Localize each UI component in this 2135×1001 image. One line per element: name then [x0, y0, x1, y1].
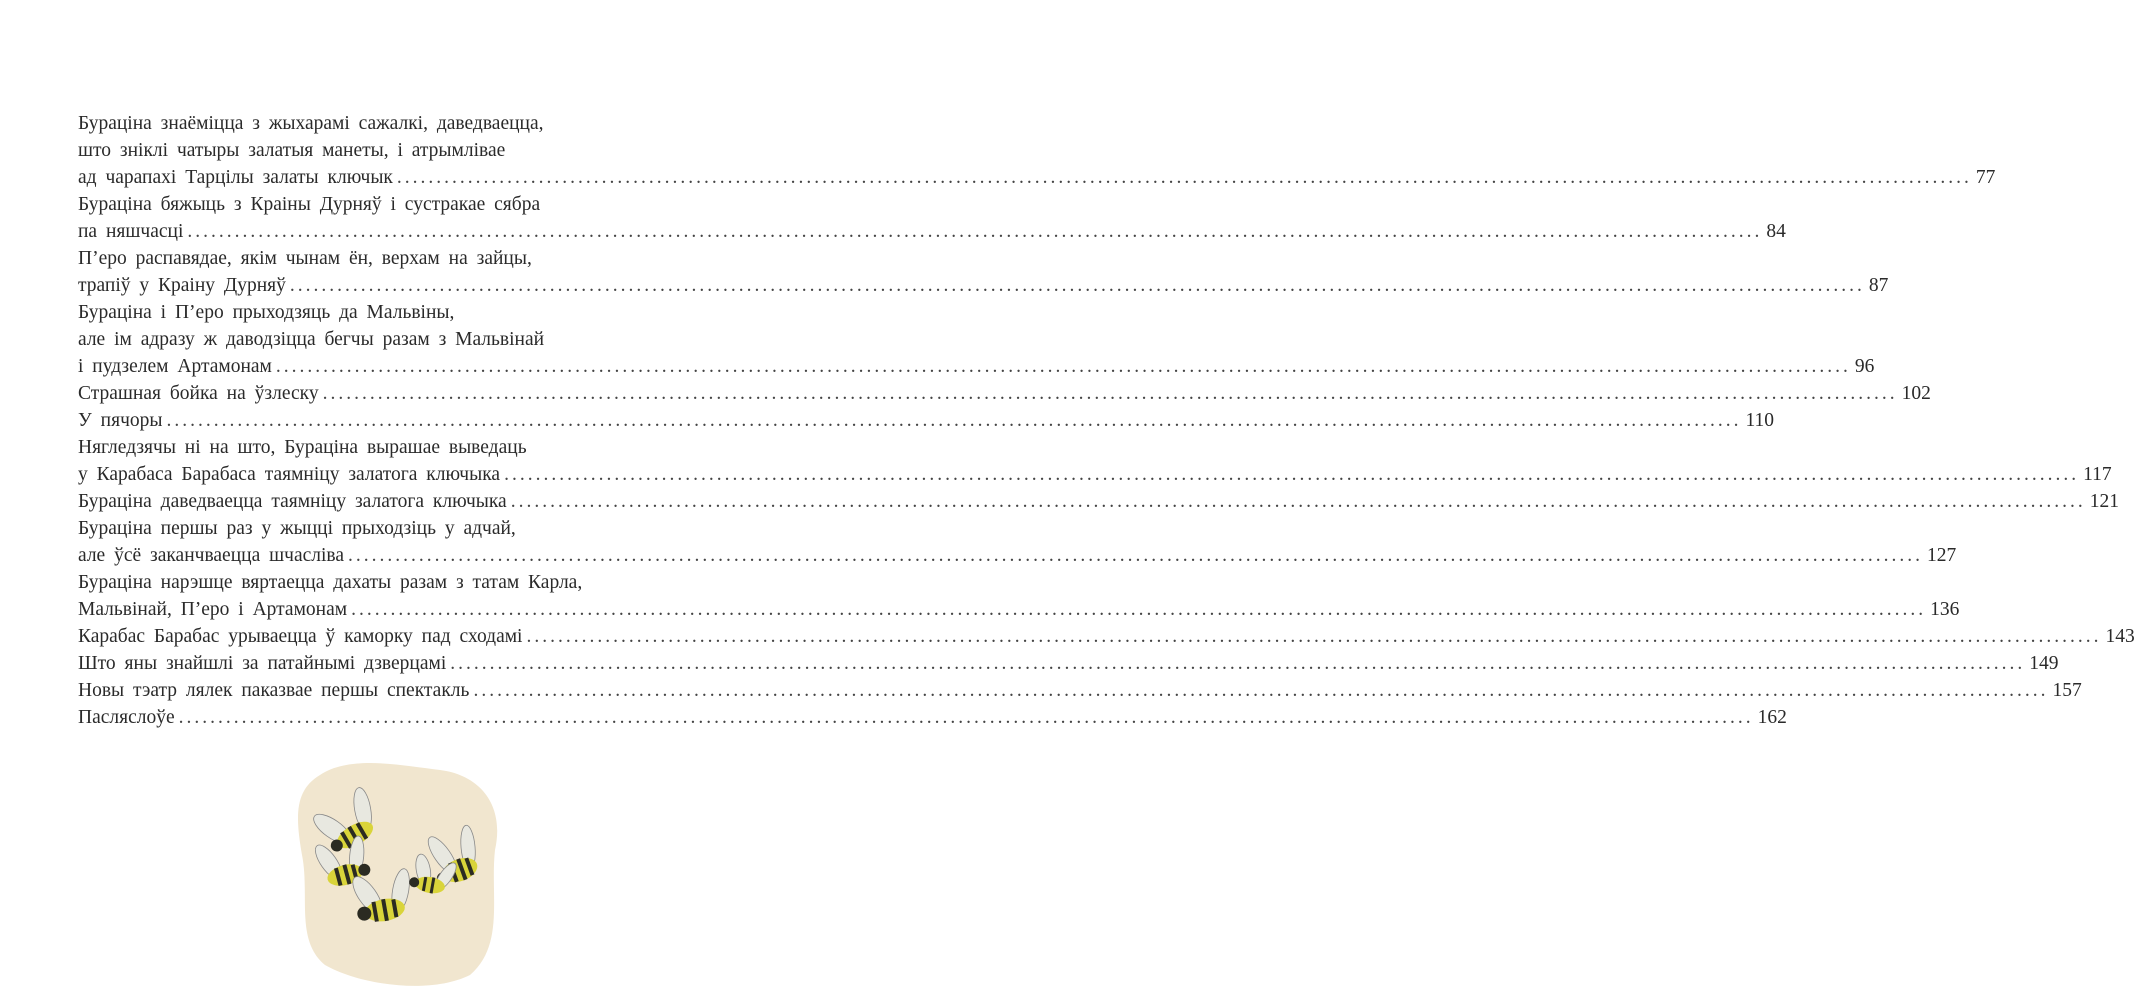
- toc-entry[interactable]: [78, 677, 2082, 704]
- toc-entry-title: але ім адразу ж даводзіцца бегчы разам з Мальвінай: [78, 329, 545, 350]
- dot-leader: ........................................................................................................................................................................................................: [473, 680, 2049, 701]
- toc-entry-title: Нягледзячы ні на што, Бураціна вырашае выведаць: [78, 437, 527, 458]
- page-number: 102: [1901, 383, 1931, 404]
- page-number: 77: [1975, 167, 1996, 188]
- toc-entry-title: Мальвінай, П’еро і Артамонам: [78, 599, 348, 620]
- dot-leader: ........................................................................................................................................................................................................: [178, 707, 1754, 728]
- toc-line: [78, 650, 2059, 677]
- dot-leader: ........................................................................................................................................................................................................: [351, 599, 1927, 620]
- toc-entry-title: П’еро распавядае, якім чынам ён, верхам на зайцы,: [78, 248, 532, 269]
- dot-leader: ........................................................................................................................................................................................................: [450, 653, 2026, 674]
- toc-entry-title: у Карабаса Барабаса таямніцу залатога ключыка: [78, 464, 501, 485]
- toc-entry[interactable]: [78, 380, 1931, 407]
- bees-illustration: [290, 755, 510, 990]
- toc-line: [78, 191, 690, 218]
- toc-entry-title: Бураціна нарэшце вяртаецца дахаты разам з татам Карла,: [78, 572, 583, 593]
- toc-entry-title: ад чарапахі Тарцілы залаты ключык: [78, 167, 393, 188]
- page-number: 84: [1766, 221, 1786, 242]
- table-of-contents: [78, 110, 2135, 731]
- toc-line: [78, 434, 690, 461]
- toc-line: [78, 272, 1889, 299]
- toc-entry-title: Карабас Барабас урываецца ў каморку пад сходамі: [78, 626, 523, 647]
- toc-entry-title: Бураціна і П’еро прыходзяць да Мальвіны,: [78, 302, 455, 323]
- page-number: 121: [2089, 491, 2119, 512]
- toc-entry[interactable]: [78, 245, 1889, 299]
- toc-line: [78, 407, 1775, 434]
- toc-line: [78, 677, 2082, 704]
- toc-entry[interactable]: [78, 650, 2059, 677]
- dot-leader: ........................................................................................................................................................................................................: [348, 545, 1924, 566]
- dot-leader: ........................................................................................................................................................................................................: [396, 167, 1972, 188]
- toc-entry[interactable]: [78, 569, 1960, 623]
- toc-line: [78, 218, 1786, 245]
- toc-entry-title: Страшная бойка на ўзлеску: [78, 383, 319, 404]
- page-number: 157: [2052, 680, 2082, 701]
- toc-line: [78, 623, 2135, 650]
- toc-entry-title: Бураціна бяжыць з Краіны Дурняў і сустракае сябра: [78, 194, 541, 215]
- toc-entry[interactable]: [78, 623, 2135, 650]
- toc-line: [78, 596, 1960, 623]
- page-number: 87: [1868, 275, 1889, 296]
- page-number: 149: [2029, 653, 2059, 674]
- toc-entry-title: Бураціна першы раз у жыцці прыходзіць у адчай,: [78, 518, 516, 539]
- toc-entry[interactable]: [78, 191, 1786, 245]
- page-number: 143: [2105, 626, 2135, 647]
- page-number: 162: [1757, 707, 1787, 728]
- dot-leader: ........................................................................................................................................................................................................: [504, 464, 2080, 485]
- toc-entry-title: Бураціна даведваецца таямніцу залатога ключыка: [78, 491, 507, 512]
- toc-entry[interactable]: [78, 407, 1775, 434]
- toc-entry[interactable]: [78, 488, 2119, 515]
- toc-line: [78, 704, 1787, 731]
- toc-line: [78, 326, 690, 353]
- toc-entry-title: У пячоры: [78, 410, 163, 431]
- toc-entry-title: Што яны знайшлі за патайнымі дзверцамі: [78, 653, 447, 674]
- dot-leader: ........................................................................................................................................................................................................: [526, 626, 2102, 647]
- toc-line: [78, 299, 690, 326]
- dot-leader: ........................................................................................................................................................................................................: [289, 275, 1865, 296]
- toc-line: [78, 380, 1931, 407]
- dot-leader: ........................................................................................................................................................................................................: [187, 221, 1763, 242]
- toc-entry[interactable]: [78, 110, 1996, 191]
- toc-entry-title: трапіў у Краіну Дурняў: [78, 275, 286, 296]
- toc-line: [78, 164, 1996, 191]
- page-number: 110: [1745, 410, 1775, 431]
- dot-leader: ........................................................................................................................................................................................................: [510, 491, 2086, 512]
- toc-entry[interactable]: [78, 434, 2112, 488]
- toc-line: [78, 569, 690, 596]
- toc-entry[interactable]: [78, 299, 1875, 380]
- toc-entry-title: і пудзелем Артамонам: [78, 356, 272, 377]
- toc-line: [78, 353, 1875, 380]
- toc-line: [78, 245, 690, 272]
- toc-line: [78, 488, 2119, 515]
- toc-line: [78, 542, 1957, 569]
- dot-leader: ........................................................................................................................................................................................................: [275, 356, 1851, 377]
- toc-entry-title: Пасляслоўе: [78, 707, 175, 728]
- toc-entry-title: Новы тэатр лялек паказвае першы спектакль: [78, 680, 470, 701]
- dot-leader: ........................................................................................................................................................................................................: [166, 410, 1742, 431]
- toc-line: [78, 137, 690, 164]
- toc-entry-title: але ўсё заканчваецца шчасліва: [78, 545, 345, 566]
- page-number: 136: [1930, 599, 1960, 620]
- toc-entry[interactable]: [78, 704, 1787, 731]
- page-number: 117: [2083, 464, 2112, 485]
- toc-entry-title: што зніклі чатыры залатыя манеты, і атрымлівае: [78, 140, 506, 161]
- toc-line: [78, 461, 2112, 488]
- page-number: 127: [1927, 545, 1957, 566]
- toc-entry-title: па няшчасці: [78, 221, 184, 242]
- dot-leader: ........................................................................................................................................................................................................: [322, 383, 1898, 404]
- toc-entry[interactable]: [78, 515, 1957, 569]
- page-number: 96: [1854, 356, 1875, 377]
- toc-entry-title: Бураціна знаёміцца з жыхарамі сажалкі, даведваецца,: [78, 113, 544, 134]
- toc-line: [78, 110, 690, 137]
- toc-line: [78, 515, 690, 542]
